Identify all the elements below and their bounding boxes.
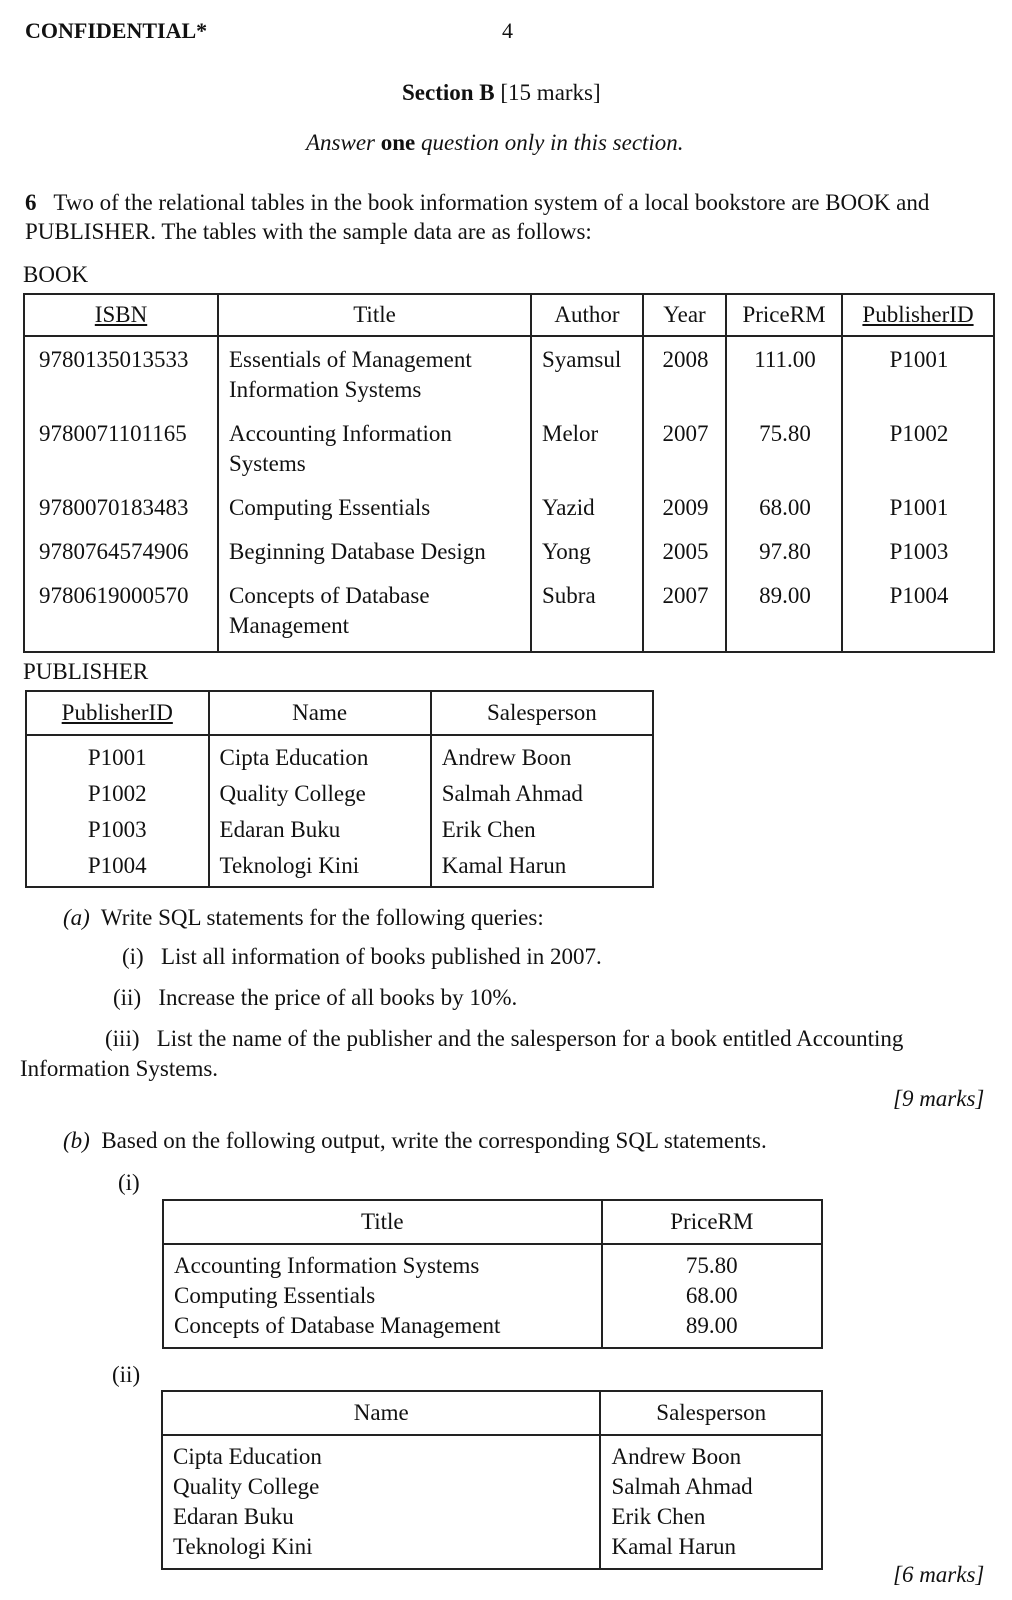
confidential-label: CONFIDENTIAL* [25,18,208,43]
book-author: Yong [531,529,643,573]
book-header-year: Year [643,294,726,336]
output2-header-name: Name [162,1391,600,1435]
publisher-header-name: Name [209,691,431,735]
output-table-2 [161,1390,823,1570]
question-intro-line1: 6 Two of the relational tables in the book information system of a local bookstore are BOOK and [25,190,930,215]
book-title: Concepts of Database Management [218,573,531,652]
table-row [24,411,994,485]
table-row [24,336,994,411]
output-table-1 [162,1199,823,1349]
section-instruction: Answer one question only in this section. [306,130,684,155]
publisher-salesperson: Erik Chen [431,812,653,848]
output2-header-row [162,1391,822,1435]
book-table [23,293,995,653]
book-author: Syamsul [531,336,643,411]
publisher-header-id: PublisherID [26,691,209,735]
book-price: 89.00 [726,573,842,652]
publisher-table-label: PUBLISHER [23,659,149,684]
book-year: 2005 [643,529,726,573]
table-row [26,776,653,812]
part-b-prompt: (b) Based on the following output, write the corresponding SQL statements. [63,1128,767,1153]
book-isbn: 9780764574906 [39,539,189,564]
book-header-isbn: ISBN [24,294,218,336]
question-number: 6 [25,190,37,215]
table-row [26,812,653,848]
question-intro-line2: PUBLISHER. The tables with the sample data are as follows: [25,219,592,244]
publisher-name: Teknologi Kini [209,848,431,887]
publisher-salesperson: Andrew Boon [431,735,653,776]
publisher-id: P1002 [87,781,147,806]
publisher-salesperson: Kamal Harun [431,848,653,887]
page-number: 4 [502,18,513,43]
part-a-prompt: (a) Write SQL statements for the following queries: [63,905,544,930]
part-a-marks: [9 marks] [893,1086,985,1111]
book-price: 68.00 [726,485,842,529]
book-author: Melor [531,411,643,485]
book-header-price: PriceRM [726,294,842,336]
publisher-name: Cipta Education [209,735,431,776]
output1-header-row [163,1200,822,1244]
book-price: 75.80 [726,411,842,485]
book-price: 111.00 [726,336,842,411]
book-header-row [24,294,994,336]
table-row: Concepts of Database Management 89.00 [163,1311,822,1348]
book-publisherid: P1001 [842,336,994,411]
book-table-label: BOOK [23,262,89,287]
output1-header-title: Title [163,1200,602,1244]
book-year: 2009 [643,485,726,529]
book-author: Yazid [531,485,643,529]
part-a-item-ii: (ii) Increase the price of all books by 10%. [113,985,518,1010]
table-row: Cipta Education Andrew Boon [162,1435,822,1472]
section-name: Section B [402,80,495,105]
publisher-salesperson: Salmah Ahmad [431,776,653,812]
book-title: Essentials of Management Information Systems [218,336,531,411]
part-b-marks: [6 marks] [893,1562,985,1587]
table-row [24,573,994,652]
publisher-name: Edaran Buku [209,812,431,848]
publisher-header-salesperson: Salesperson [431,691,653,735]
publisher-id: P1004 [87,853,147,878]
publisher-header-row [26,691,653,735]
book-year: 2007 [643,573,726,652]
book-title: Beginning Database Design [218,529,531,573]
book-publisherid: P1003 [842,529,994,573]
part-a-label: (a) [63,905,90,930]
part-a-item-iii-continued: Information Systems. [20,1056,219,1081]
table-row [24,485,994,529]
book-isbn: 9780619000570 [39,583,189,608]
book-price: 97.80 [726,529,842,573]
part-a-item-i: (i) List all information of books published in 2007. [122,944,602,969]
publisher-id: P1001 [87,745,147,770]
publisher-name: Quality College [209,776,431,812]
table-row [26,735,653,776]
part-b-output1-number: (i) [118,1170,140,1195]
table-row [26,848,653,887]
book-title: Computing Essentials [218,485,531,529]
book-publisherid: P1004 [842,573,994,652]
table-row: Edaran Buku Erik Chen [162,1502,822,1532]
book-isbn: 9780071101165 [39,421,187,446]
publisher-id: P1003 [87,817,147,842]
table-row: Quality College Salmah Ahmad [162,1472,822,1502]
book-year: 2007 [643,411,726,485]
table-row: Computing Essentials 68.00 [163,1281,822,1311]
book-isbn: 9780135013533 [39,347,189,372]
book-publisherid: P1001 [842,485,994,529]
publisher-table [25,690,654,888]
book-isbn: 9780070183483 [39,495,189,520]
part-b-output2-number: (ii) [112,1362,141,1387]
table-row: Accounting Information Systems 75.80 [163,1244,822,1281]
book-title: Accounting Information Systems [218,411,531,485]
output2-header-salesperson: Salesperson [600,1391,822,1435]
book-header-publisherid: PublisherID [842,294,994,336]
book-year: 2008 [643,336,726,411]
book-publisherid: P1002 [842,411,994,485]
book-author: Subra [531,573,643,652]
table-row: Teknologi Kini Kamal Harun [162,1532,822,1569]
part-a-item-iii: (iii) List the name of the publisher and the salesperson for a book entitled Accounting [105,1026,904,1051]
part-b-label: (b) [63,1128,90,1153]
output1-header-price: PriceRM [602,1200,822,1244]
table-row [24,529,994,573]
section-title [402,80,601,106]
section-marks: [15 marks] [500,80,601,105]
book-header-title: Title [218,294,531,336]
book-header-author: Author [531,294,643,336]
